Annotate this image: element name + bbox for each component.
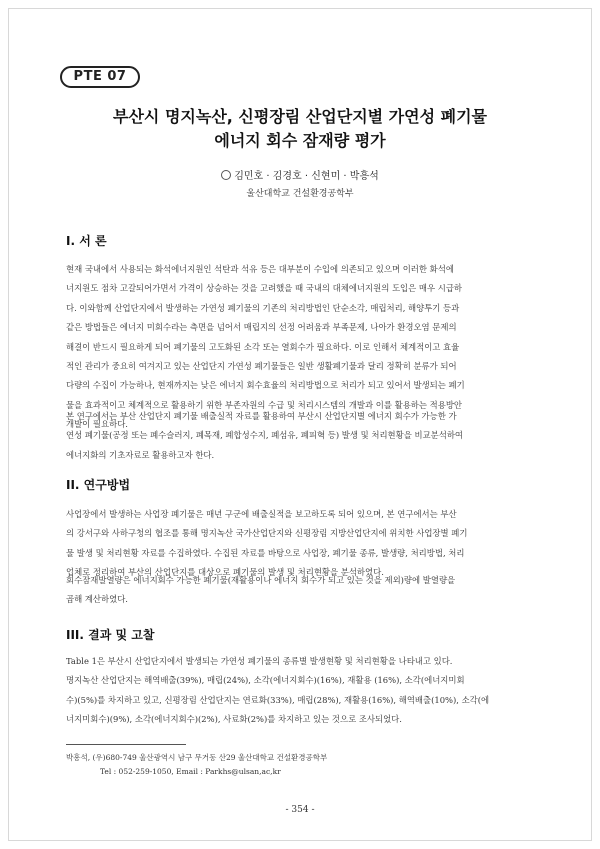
text-line: 다량의 수집이 가능하나, 현재까지는 낮은 에너지 회수효율의 처리방법으로 처리가 되고 있어서 발생되는 폐기 <box>66 380 465 391</box>
footnote-contact: Tel : 052-259-1050, Email : Parkhs@ulsan,ac,kr <box>100 767 281 776</box>
text-line: 개발이 필요하다. <box>66 419 128 430</box>
text-line: 본 연구에서는 부산 산업단지 폐기물 배출실적 자료를 활용하여 부산시 산업단지별 에너지 회수가 가능한 가 <box>66 411 457 421</box>
text-line: 다. 이와함께 산업단지에서 발생하는 가연성 폐기물의 기존의 처리방법인 단순소각, 매립처리, 해양투기 등과 <box>66 302 460 313</box>
section-heading-results: III. 결과 및 고찰 <box>66 628 155 642</box>
author-names: 김민호 · 김경호 · 신현미 · 박흥석 <box>234 171 379 182</box>
results-paragraph-1 <box>66 652 536 730</box>
text-line: 연성 폐기물(공정 또는 폐수슬러지, 폐목재, 폐합성수지, 폐섬유, 폐피혁 등) 발생 및 처리현황을 비교분석하여 <box>66 430 464 441</box>
text-line: 의 강서구와 사하구청의 협조를 통해 명지녹산 국가산업단지와 신평장림 지방산업단지에 위치한 사업장별 폐기 <box>66 528 468 539</box>
text-line: 같은 방법들은 에너지 미회수라는 측면을 넘어서 매립지의 선정 어려움과 부족문제, 나아가 환경오염 문제의 <box>66 322 457 333</box>
text-line: 너지원도 점차 고갈되어가면서 가격이 상승하는 것을 고려했을 때 국내의 대체에너지원의 도입은 매우 시급하 <box>66 283 463 294</box>
paper-title-line-2: 에너지 회수 잠재량 평가 <box>214 131 386 150</box>
presenter-circle-icon <box>221 170 231 180</box>
text-line: 너지미회수)(9%), 소각(에너지회수)(2%), 사료화(2%)를 차지하고 있는 것으로 조사되었다. <box>66 714 402 725</box>
text-line: 업체로 정리하여 부산의 산업단지를 대상으로 폐기물의 발생 및 처리현황을 분석하였다. <box>66 567 384 578</box>
methods-paragraph-2 <box>66 571 536 610</box>
affiliation: 울산대학교 건설환경공학부 <box>246 189 354 199</box>
text-line: 수)(5%)를 차지하고 있고, 신평장림 산업단지는 연료화(33%), 매립(28%), 재활용(16%), 해역배출(10%), 소각(에 <box>66 694 490 705</box>
intro-paragraph-2 <box>66 407 536 465</box>
text-line: 물을 효과적이고 체계적으로 활용하기 위한 부존자원의 수급 및 처리시스템의 개발과 이를 활용하는 적용방안 <box>66 399 463 410</box>
footnote-address: 박흥석, (우)680-749 울산광역시 남구 무거동 산29 울산대학교 건설환경공학부 <box>66 753 328 762</box>
text-line: Table 1은 부산시 산업단지에서 발생되는 가연성 폐기물의 종류별 발생현황 및 처리현황을 나타내고 있다. <box>66 656 453 666</box>
text-line: 명지녹산 산업단지는 해역배출(39%), 매립(24%), 소각(에너지회수)(16%), 재활용 (16%), 소각(에너지미회 <box>66 675 465 686</box>
text-line: 적인 관리가 중요히 여겨지고 있는 산업단지 가연성 폐기물들은 일반 생활폐기물과 달리 정확히 분류가 되어 <box>66 361 457 372</box>
text-line: 사업장에서 발생하는 사업장 폐기물은 매년 구군에 배출실적을 보고하도록 되어 있으며, 본 연구에서는 부산 <box>66 509 457 519</box>
section-heading-methods: II. 연구방법 <box>66 478 131 492</box>
text-line: 현재 국내에서 사용되는 화석에너지원인 석탄과 석유 등은 대부분이 수입에 의존되고 있으며 이러한 화석에 <box>66 264 454 274</box>
page-number: - 354 - <box>285 805 315 815</box>
text-line: 회수잠재발열량은 에너지회수 가능한 폐기물(재활용이나 에너지 회수가 되고 있는 것을 제외)량에 발열량을 <box>66 575 456 585</box>
text-line: 물 발생 및 처리현황 자료를 수집하였다. 수집된 자료를 바탕으로 사업장, 폐기물 종류, 발생량, 처리방법, 처리 <box>66 547 465 558</box>
author-list <box>60 167 540 182</box>
paper-title-line-1: 부산시 명지녹산, 신평장림 산업단지별 가연성 폐기물 <box>113 107 487 126</box>
text-line: 해결이 반드시 필요하게 되어 폐기물의 고도화된 소각 또는 열회수가 필요하다. 이로 인해서 체계적이고 효율 <box>66 341 460 352</box>
section-heading-intro: I. 서 론 <box>66 234 107 248</box>
text-line: 곱해 계산하였다. <box>66 594 128 605</box>
text-line: 에너지화의 기초자료로 활용하고자 한다. <box>66 449 215 460</box>
footnote-divider <box>66 744 186 745</box>
paper-code-badge: PTE 07 <box>60 66 140 88</box>
